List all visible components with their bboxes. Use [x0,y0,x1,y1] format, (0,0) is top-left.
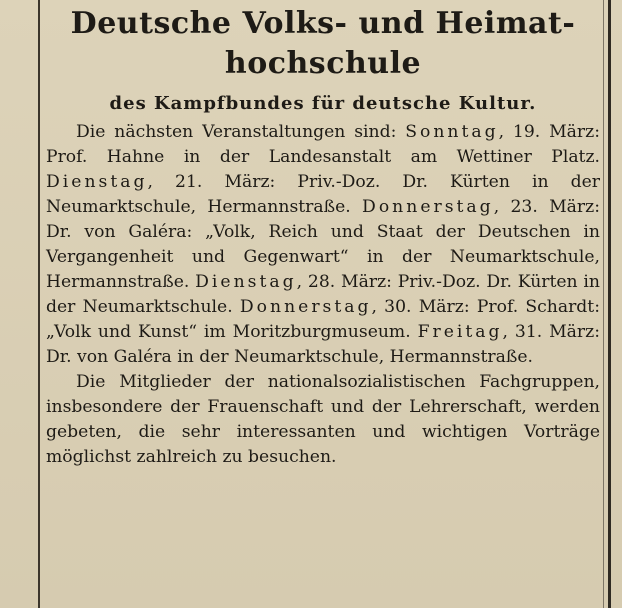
weekday-thursday-2: Donnerstag [239,297,372,317]
weekday-thursday: Donnerstag [362,197,494,217]
event-4: , 28. März: Priv.-Doz. Dr. Kürten in der Neumarktschule. [46,272,600,317]
headline-line-2: hochschule [224,46,422,81]
column-rule-right [608,0,611,608]
event-1: , 19. März: Prof. Hahne in der Landesanstalt am Wettiner Platz. [46,122,600,167]
weekday-tuesday: Dienstag [46,172,148,192]
weekday-tuesday-2: Dienstag [195,272,297,292]
article [46,4,600,470]
event-6: , 31. März: Dr. von Galéra in der Neumarktschule, Hermannstraße. [46,322,600,367]
event-3: , 23. März: Dr. von Galéra: „Volk, Reich und Staat der Deutschen in Vergangenheit und Gegenwart“ in der Neumarktschule, Hermannstraße. [46,197,600,292]
schedule-intro: Die nächsten Veranstaltungen sind: [76,122,406,142]
schedule-paragraph [46,120,600,370]
column-rule-left [38,0,40,608]
column-rule-right-thin [603,0,604,608]
weekday-friday: Freitag [417,322,503,342]
event-2: , 21. März: Priv.-Doz. Dr. Kürten in der Neumarktschule, Hermannstraße. [46,172,600,217]
article-subheadline: des Kampfbundes für deutsche Kultur. [109,93,537,114]
weekday-sunday: Sonntag [405,122,499,142]
headline-line-1: Deutsche Volks- und Heimat- [70,6,576,41]
members-paragraph: Die Mitglieder der nationalsozialistischen Fachgruppen, insbesondere der Frauenschaft und der Lehrerschaft, werden gebeten, die sehr interessanten und wichtigen Vorträge möglichst zahlreich zu besuchen. [46,372,600,467]
event-5: , 30. März: Prof. Schardt: „Volk und Kunst“ im Moritzburgmuseum. [46,297,600,342]
article-headline [46,4,600,84]
article-body [46,120,600,470]
